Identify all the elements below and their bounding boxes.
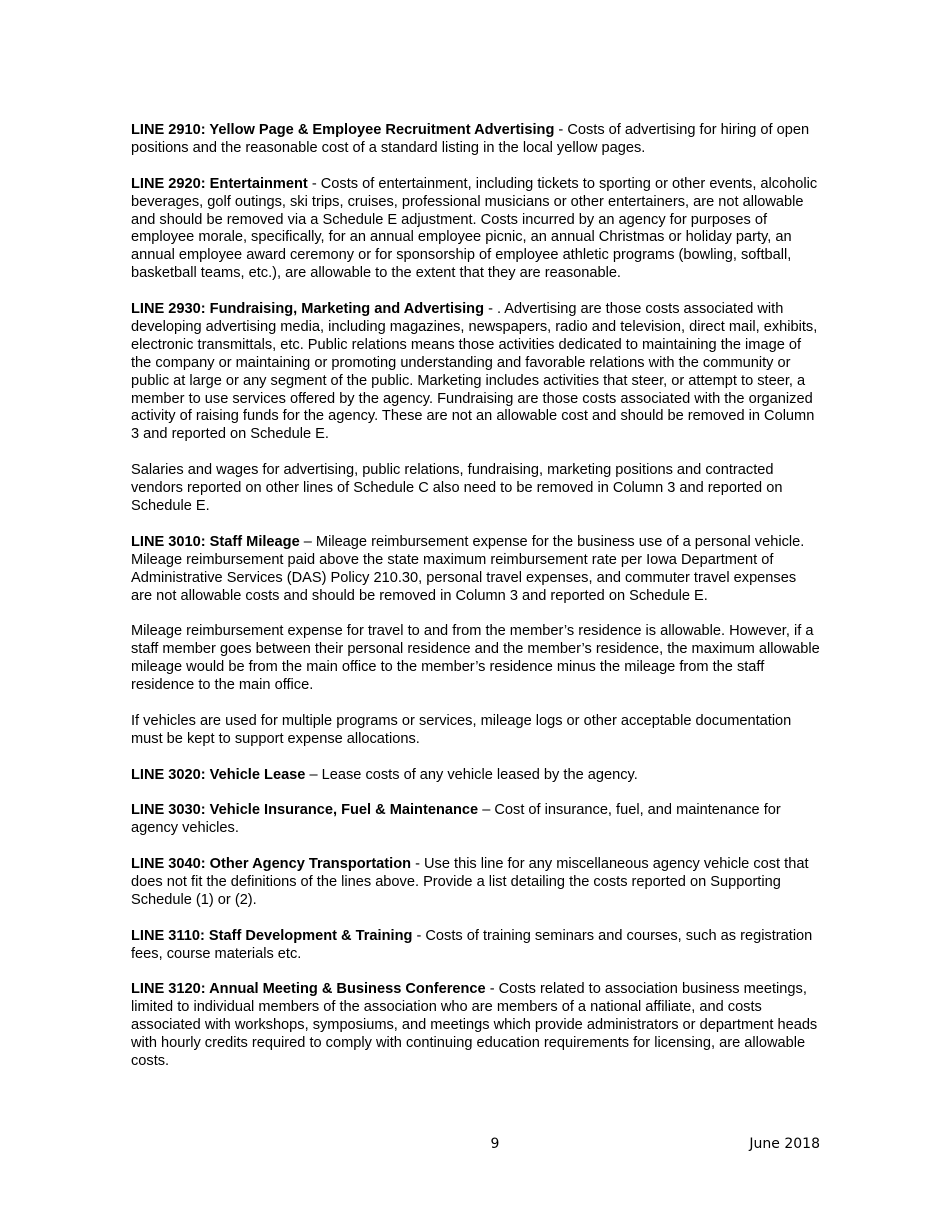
paragraph-text: - Costs related to association business meetings, limited to individual members of the association who are members of a national affiliate, and costs associated with workshops, symposiums, and meetings which provide administrators or department heads with hourly credits required to comply with continuing education requirements for licensing, are allowable costs. [131,981,818,1069]
paragraph-salaries-note [131,462,821,516]
paragraph-text: – Cost of insurance, fuel, and maintenance for agency vehicles. [131,802,781,837]
paragraph-heading: LINE 3030: Vehicle Insurance, Fuel & Maintenance [131,802,479,819]
paragraph-line-3020 [131,767,821,785]
paragraph-heading: LINE 2910: Yellow Page & Employee Recruitment Advertising [131,122,555,138]
paragraph-line-2930 [131,301,821,444]
paragraph-line-3010 [131,534,821,606]
paragraph-line-3110 [131,928,821,964]
document-body [131,122,821,1089]
page-number: 9 [490,1136,500,1152]
paragraph-heading: LINE 3010: Staff Mileage [131,533,300,550]
paragraph-mileage-residence [131,623,821,695]
paragraph-text: Mileage reimbursement expense for travel to and from the member’s residence is allowable. However, if a staff member goes between their personal residence and the member’s residence, the maximum allowable mileage would be from the main office to the member’s residence minus the mileage from the staff residence to the main office. [131,623,820,694]
paragraph-heading: LINE 3110: Staff Development & Training [131,927,413,944]
paragraph-text: – Mileage reimbursement expense for the business use of a personal vehicle. Mileage reimbursement paid above the state maximum reimbursement rate per Iowa Department of Administrative Services (DAS) Policy 210.30, personal travel expenses, and commuter travel expenses are not allowable costs and should be removed in Column 3 and reported on Schedule E. [131,533,805,604]
paragraph-line-3040 [131,856,821,910]
paragraph-line-3120 [131,981,821,1071]
paragraph-text: - Costs of training seminars and courses, such as registration fees, course materials etc. [131,927,813,962]
paragraph-text: - Use this line for any miscellaneous agency vehicle cost that does not fit the definitions of the lines above. Provide a list detailing the costs reported on Supporting Schedule (1) or (2). [131,856,809,908]
paragraph-heading: LINE 2920: Entertainment [131,175,308,192]
paragraph-text: Salaries and wages for advertising, public relations, fundraising, marketing positions and contracted vendors reported on other lines of Schedule C also need to be removed in Column 3 and reported on Schedule E. [131,462,783,514]
paragraph-text: - . Advertising are those costs associated with developing advertising media, including magazines, newspapers, radio and television, direct mail, exhibits, electronic transmittals, etc. Public relations means those activities dedicated to maintaining the image of the company or maintaining or promoting understanding and favorable relations with the community or public at large or any segment of the public. Marketing includes activities that steer, or attempt to steer, a member to use services offered by the agency. Fundraising are those costs associated with the organized activity of raising funds for the agency. These are not an allowable cost and should be removed in Column 3 and reported on Schedule E. [131,301,818,443]
paragraph-text: - Costs of advertising for hiring of open positions and the reasonable cost of a standard listing in the local yellow pages. [131,122,810,156]
paragraph-text: If vehicles are used for multiple programs or services, mileage logs or other acceptable documentation must be kept to support expense allocations. [131,712,792,747]
paragraph-line-3030 [131,802,821,838]
paragraph-mileage-logs [131,713,821,749]
paragraph-text: – Lease costs of any vehicle leased by the agency. [305,766,638,783]
paragraph-heading: LINE 3120: Annual Meeting & Business Conference [131,981,486,998]
paragraph-line-2920 [131,176,821,283]
paragraph-line-2910 [131,122,821,158]
footer-date: June 2018 [749,1136,820,1152]
paragraph-heading: LINE 3040: Other Agency Transportation [131,856,412,873]
paragraph-heading: LINE 3020: Vehicle Lease [131,766,306,783]
paragraph-text: - Costs of entertainment, including tickets to sporting or other events, alcoholic beverages, golf outings, ski trips, cruises, professional musicians or other entertainers, are not allowable and should be removed via a Schedule E adjustment. Costs incurred by an agency for purposes of employee morale, specifically, for an annual employee picnic, an annual Christmas or holiday party, an annual employee award ceremony or for sponsorship of employee athletic programs (bowling, softball, basketball teams, etc.), are allowable to the extent that they are reasonable. [131,175,818,282]
paragraph-heading: LINE 2930: Fundraising, Marketing and Advertising [131,301,485,318]
